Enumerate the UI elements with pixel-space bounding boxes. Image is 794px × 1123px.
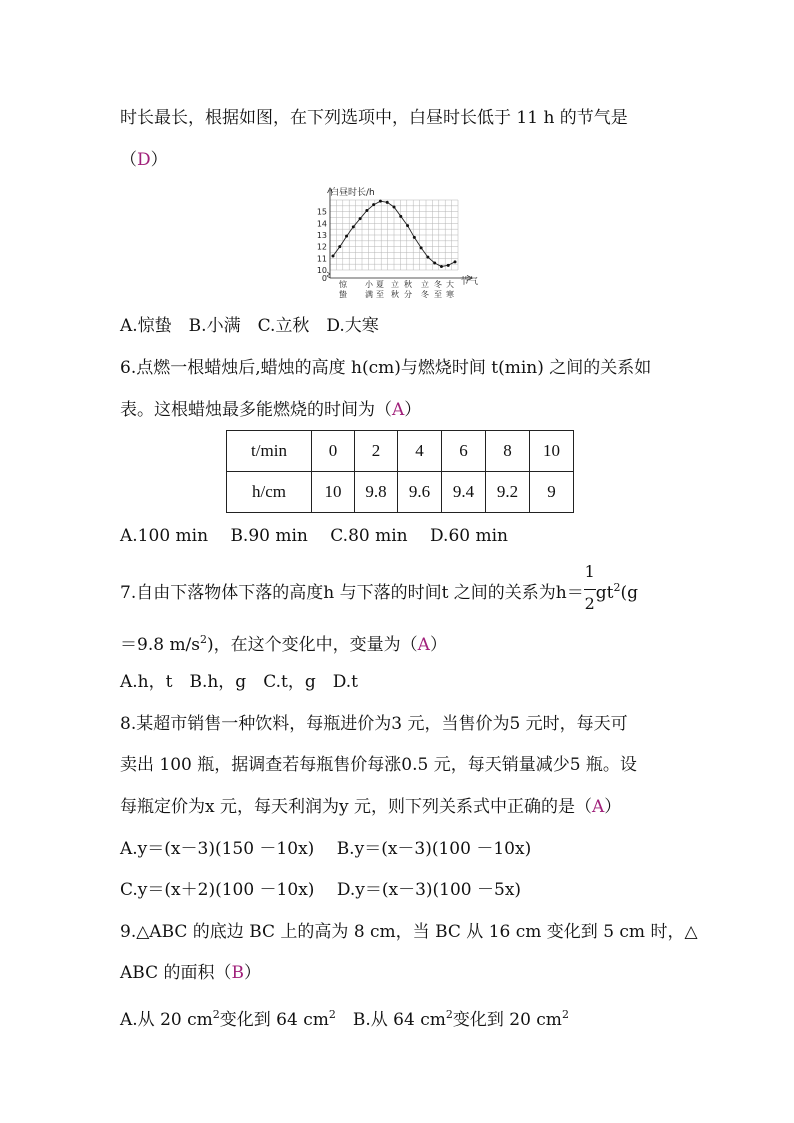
- table-cell: 10: [312, 472, 355, 513]
- data-point: [406, 224, 409, 227]
- answer-letter: B: [231, 963, 244, 983]
- table-cell: t/min: [227, 431, 312, 472]
- table-row: [227, 431, 574, 472]
- x-tick-label: 惊: [339, 280, 347, 289]
- data-point: [393, 206, 396, 209]
- daylight-chart: [312, 186, 484, 298]
- q7-options: A.h，t B.h，g C.t，g D.t: [120, 672, 358, 692]
- data-point: [345, 235, 348, 238]
- q7-line1: 7.自由下落物体下落的高度h 与下落的时间t 之间的关系为h＝ $\frac{1}{2}$ $gt^2(g$: [120, 562, 638, 613]
- table-cell: 4: [398, 431, 442, 472]
- data-point: [332, 255, 335, 258]
- x-tick-label: 满: [365, 290, 373, 298]
- y-tick-label: 12: [316, 242, 327, 252]
- q5-options: A.惊蛰 B.小满 C.立秋 D.大寒: [120, 316, 379, 336]
- x-axis-label: 节气: [460, 277, 479, 287]
- fraction-one-half: $\frac{1}{2}$: [584, 562, 595, 613]
- answer-letter: A: [417, 635, 430, 655]
- table-cell: 2: [355, 431, 398, 472]
- x-tick-label: 冬: [421, 290, 429, 298]
- table-row: [227, 472, 574, 513]
- data-point: [440, 265, 443, 268]
- q9-line2: ABC 的面积（B）: [120, 963, 261, 983]
- y-tick-label: 13: [316, 231, 327, 240]
- data-point: [420, 246, 423, 249]
- table-cell: h/cm: [227, 472, 312, 513]
- data-point: [359, 217, 362, 220]
- q8-line2: 卖出 100 瓶，据调查若每瓶售价每涨0.5 元，每天销量减少5 瓶。设: [120, 755, 637, 775]
- x-tick-label: 立: [421, 280, 429, 289]
- x-tick-label: 分: [404, 290, 412, 298]
- x-tick-labels: [339, 279, 454, 298]
- y-tick-label: 14: [316, 219, 327, 229]
- q6-line2: 表。这根蜡烛最多能燃烧的时间为（A）: [120, 400, 422, 420]
- q7-line2: ＝9.8 $m/s^2$)，在这个变化中，变量为（A）: [120, 633, 447, 655]
- table-cell: 9.2: [486, 472, 530, 513]
- q5-answer: （D）: [120, 150, 168, 170]
- table-cell: 9: [530, 472, 574, 513]
- q8-line3: 每瓶定价为x 元，每天利润为y 元，则下列关系式中正确的是（A）: [120, 797, 622, 817]
- q6-line1: 6.点燃一根蜡烛后,蜡烛的高度 h(cm)与燃烧时间 t(min) 之间的关系如: [120, 358, 652, 378]
- q5-stem-tail: 时长最长，根据如图，在下列选项中，白昼时长低于 11 h 的节气是: [120, 108, 628, 128]
- y-tick-labels: [317, 208, 327, 283]
- data-point: [338, 245, 341, 248]
- q8-line1: 8.某超市销售一种饮料，每瓶进价为3 元，当售价为5 元时，每天可: [120, 714, 628, 734]
- q9-options: A.从 20 $cm^2$变化到 64 $cm^2$ B.从 64 $cm^2$变化到 20 $cm^2$: [120, 1008, 569, 1030]
- table-cell: 9.6: [398, 472, 442, 513]
- y-tick-label: 10: [316, 266, 327, 275]
- data-point: [399, 215, 402, 218]
- data-point: [352, 225, 355, 228]
- answer-letter: A: [392, 400, 405, 420]
- chart-grid: [330, 200, 458, 270]
- q9-line1: 9.△ABC 的底边 BC 上的高为 8 cm，当 BC 从 16 cm 变化到 5 cm 时，△: [120, 922, 698, 942]
- x-tick-label: 小: [365, 280, 373, 289]
- candle-table: [226, 430, 574, 513]
- y-tick-label: 0: [321, 274, 327, 283]
- data-point: [447, 264, 450, 267]
- x-tick-label: 至: [434, 290, 442, 298]
- answer-letter: A: [592, 797, 605, 817]
- data-point: [454, 260, 457, 263]
- y-tick-label: 11: [316, 254, 327, 264]
- x-tick-label: 至: [376, 290, 384, 298]
- data-point: [413, 236, 416, 239]
- table-cell: 9.4: [442, 472, 486, 513]
- q8-options-ab: A.y＝(x－3)(150 －10x) B.y＝(x－3)(100 －10x): [120, 839, 532, 859]
- q8-options-cd: C.y＝(x＋2)(100 －10x) D.y＝(x－3)(100 －5x): [120, 880, 522, 900]
- data-point: [386, 201, 389, 204]
- x-tick-label: 秋: [404, 280, 412, 289]
- x-tick-label: 寒: [446, 290, 454, 298]
- x-tick-label: 冬: [434, 280, 442, 289]
- data-point: [372, 203, 375, 206]
- table-cell: 10: [530, 431, 574, 472]
- answer-letter: D: [137, 150, 151, 170]
- y-axis-label: 白昼时长/h: [330, 188, 375, 198]
- x-tick-label: 立: [391, 280, 399, 289]
- table-cell: 8: [486, 431, 530, 472]
- table-cell: 0: [312, 431, 355, 472]
- chart-axes: [327, 188, 472, 281]
- x-tick-label: 秋: [391, 290, 399, 298]
- x-tick-label: 蛰: [339, 290, 347, 298]
- x-tick-label: 夏: [376, 280, 384, 289]
- table-cell: 6: [442, 431, 486, 472]
- data-point: [426, 256, 429, 259]
- table-cell: 9.8: [355, 472, 398, 513]
- q6-options: A.100 min B.90 min C.80 min D.60 min: [120, 526, 509, 546]
- data-point: [365, 209, 368, 212]
- data-point: [379, 200, 382, 203]
- data-point: [433, 262, 436, 265]
- axis-break: [327, 272, 330, 278]
- y-tick-label: 15: [316, 207, 327, 217]
- x-tick-label: 大: [446, 280, 454, 289]
